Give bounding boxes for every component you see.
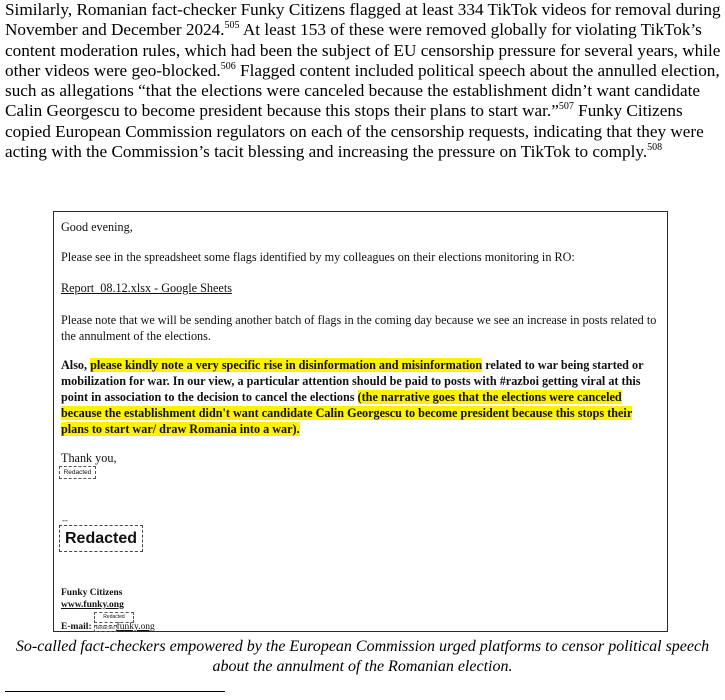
footnote-separator (5, 691, 225, 692)
signature-divider: -- (62, 515, 68, 525)
email-spreadsheet-line: Please see in the spreadsheet some flags identified by my colleagues on their elections monitoring in RO: (61, 250, 575, 264)
email-domain[interactable]: funky.ong (116, 622, 155, 632)
paragraph-sentence-4: Funky Citizens copied European Commission regulators on each of the censorship requests, indicating that they were acting with the Commission’s tacit blessing and increasing the pressure on TikTok to comply. (5, 101, 704, 162)
redacted-name-large: Redacted (59, 525, 143, 552)
footnote-ref-507[interactable]: 507 (558, 101, 574, 113)
also-prefix: Also, (61, 358, 91, 372)
email-redacted: Redacted (95, 626, 115, 631)
paragraph-sentence-2: At least 153 of these were removed globally for violating TikTok’s content moderation rules, which had been the subject of EU censorship pressure for several years, while other videos were geo-blocked. (5, 20, 721, 80)
figure-caption: So-called fact-checkers empowered by the European Commission urged platforms to censor political speech about the annulment of the Romanian election. (15, 638, 710, 675)
signature-email (61, 622, 155, 632)
paragraph-sentence-1: Similarly, Romanian fact-checker Funky Citizens flagged at least 334 TikTok videos for removal during November and December 2024. (5, 0, 721, 40)
body-paragraph (5, 0, 721, 162)
signature-organization: Funky Citizens (61, 588, 123, 598)
email-highlighted-paragraph (61, 357, 661, 437)
email-thanks: Thank you, (61, 451, 117, 465)
footnote-ref-508[interactable]: 508 (647, 142, 663, 154)
email-label: E-mail: (61, 622, 92, 632)
redacted-name-small: Redacted (59, 466, 96, 479)
spreadsheet-link[interactable]: Report_08.12.xlsx - Google Sheets (61, 281, 232, 295)
email-screenshot (53, 211, 668, 632)
footnote-ref-505[interactable]: 505 (224, 20, 240, 32)
footnote-ref-506[interactable]: 506 (220, 60, 236, 72)
email-note: Please note that we will be sending another batch of flags in the coming day because we see an increase in posts related to the annulment of the elections. (61, 313, 657, 343)
also-middle: related to war being started or mobilization for war. In our view, a particular attention should be paid to posts with #razboi getting viral at this point in association to the decision to cancel the elections (61, 358, 644, 404)
highlight-narrative: (the narrative goes that the elections were canceled because the establishment didn't want candidate Calin Georgescu to become president because this stops their plans to start war/ draw Romania into a war). (61, 390, 633, 436)
redacted-tiny: Redacted (94, 612, 134, 623)
paragraph-sentence-3: Flagged content included political speech about the annulled election, such as allegations “that the elections were canceled because the establishment didn’t want candidate Calin Georgescu to become president because this stops their plans to start war.” (5, 60, 720, 121)
signature-website-link[interactable]: www.funky.ong (61, 600, 124, 610)
highlight-disinformation: please kindly note a very specific rise in disinformation and misinformation (90, 358, 483, 372)
email-greeting: Good evening, (61, 220, 133, 234)
